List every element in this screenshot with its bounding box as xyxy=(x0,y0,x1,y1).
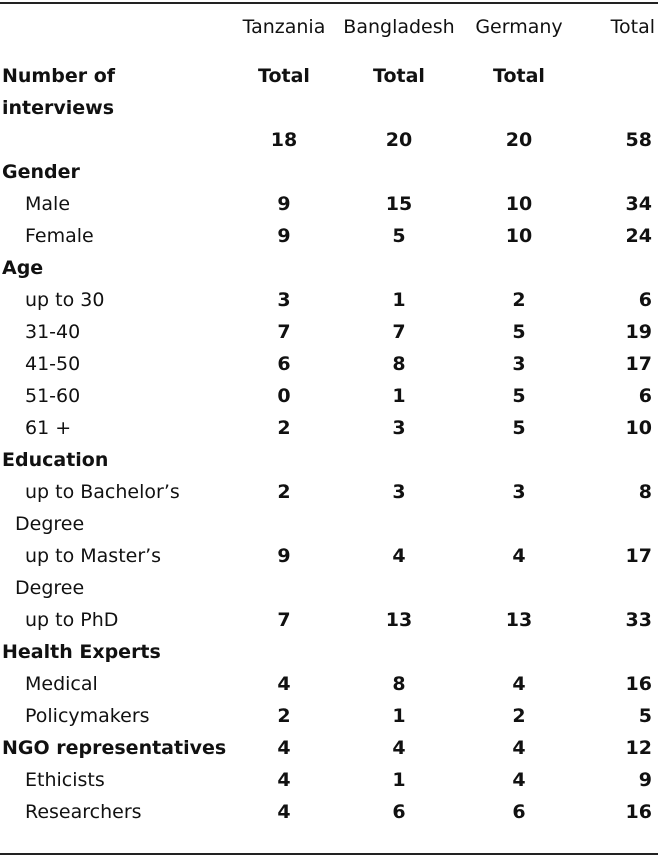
header-row xyxy=(0,6,658,48)
table-row xyxy=(0,220,658,252)
row-label: Female xyxy=(25,225,94,247)
value-cell: 4 xyxy=(392,737,406,759)
value-cell: 5 xyxy=(512,385,526,407)
value-cell: 16 xyxy=(625,801,652,823)
value-cell: 5 xyxy=(512,417,526,439)
value-cell: 58 xyxy=(625,129,652,151)
value-cell: 13 xyxy=(505,609,533,631)
value-cell: 19 xyxy=(625,321,652,343)
value-cell: 4 xyxy=(277,801,291,823)
table-row xyxy=(0,668,658,700)
table-row xyxy=(0,604,658,636)
empty-cell xyxy=(580,48,658,124)
row-label: up to 30 xyxy=(25,289,105,311)
value-cell: 6 xyxy=(277,353,291,375)
value-cell: 16 xyxy=(625,673,652,695)
category-label: Education xyxy=(2,449,109,471)
category-label: Health Experts xyxy=(2,641,161,663)
value-cell: 3 xyxy=(512,353,526,375)
row-label: Ethicists xyxy=(25,769,105,791)
value-cell: 8 xyxy=(392,353,406,375)
category-row xyxy=(0,252,658,284)
value-cell: 6 xyxy=(638,385,652,407)
empty-cell xyxy=(0,124,228,156)
value-cell: 3 xyxy=(277,289,291,311)
row-label: up to Bachelor’s Degree xyxy=(15,481,180,535)
category-row xyxy=(0,156,658,188)
row-label: up to Master’s Degree xyxy=(15,545,162,599)
table-row xyxy=(0,48,658,124)
column-header-blank xyxy=(0,6,228,48)
column-header-bangladesh: Bangladesh xyxy=(343,16,455,38)
category-row xyxy=(0,636,658,668)
subheader-cell: Total xyxy=(258,65,310,87)
value-cell: 8 xyxy=(392,673,406,695)
value-cell: 3 xyxy=(392,417,406,439)
value-cell: 5 xyxy=(638,705,652,727)
value-cell: 18 xyxy=(270,129,298,151)
subheader-cell: Total xyxy=(373,65,425,87)
row-label: Medical xyxy=(25,673,98,695)
value-cell: 6 xyxy=(638,289,652,311)
value-cell: 20 xyxy=(385,129,413,151)
category-row xyxy=(0,444,658,476)
value-cell: 17 xyxy=(625,353,652,375)
value-cell: 1 xyxy=(392,289,406,311)
value-cell: 17 xyxy=(625,545,652,567)
value-cell: 9 xyxy=(277,545,291,567)
table-row xyxy=(0,284,658,316)
value-cell: 24 xyxy=(625,225,652,247)
value-cell: 10 xyxy=(625,417,652,439)
value-cell: 4 xyxy=(392,545,406,567)
value-cell: 33 xyxy=(625,609,652,631)
value-cell: 2 xyxy=(512,705,526,727)
value-cell: 15 xyxy=(385,193,413,215)
value-cell: 4 xyxy=(512,769,526,791)
row-label: 61 + xyxy=(25,417,72,439)
value-cell: 7 xyxy=(277,321,291,343)
column-header-total: Total xyxy=(610,16,655,38)
interviews-table xyxy=(0,6,658,828)
value-cell: 2 xyxy=(277,481,291,503)
top-rule xyxy=(0,2,658,4)
table-row xyxy=(0,796,658,828)
category-label-ngo: NGO representatives xyxy=(2,737,227,759)
row-label: 41-50 xyxy=(25,353,81,375)
table-row xyxy=(0,348,658,380)
row-label: 31-40 xyxy=(25,321,81,343)
value-cell: 6 xyxy=(512,801,526,823)
value-cell: 5 xyxy=(512,321,526,343)
row-label-interviews: Number of interviews xyxy=(2,65,116,119)
value-cell: 9 xyxy=(277,225,291,247)
value-cell: 9 xyxy=(638,769,652,791)
value-cell: 4 xyxy=(512,737,526,759)
value-cell: 12 xyxy=(625,737,652,759)
value-cell: 2 xyxy=(512,289,526,311)
value-cell: 8 xyxy=(638,481,652,503)
value-cell: 9 xyxy=(277,193,291,215)
row-label: Policymakers xyxy=(25,705,150,727)
table-row xyxy=(0,412,658,444)
row-label: Researchers xyxy=(25,801,142,823)
value-cell: 4 xyxy=(277,769,291,791)
column-header-germany: Germany xyxy=(475,16,563,38)
value-cell: 7 xyxy=(277,609,291,631)
value-cell: 20 xyxy=(505,129,533,151)
value-cell: 6 xyxy=(392,801,406,823)
category-label: Gender xyxy=(2,161,80,183)
value-cell: 34 xyxy=(625,193,652,215)
value-cell: 1 xyxy=(392,705,406,727)
value-cell: 4 xyxy=(277,673,291,695)
row-label: up to PhD xyxy=(25,609,119,631)
value-cell: 2 xyxy=(277,705,291,727)
value-cell: 7 xyxy=(392,321,406,343)
value-cell: 3 xyxy=(512,481,526,503)
value-cell: 4 xyxy=(512,545,526,567)
value-cell: 2 xyxy=(277,417,291,439)
column-header-tanzania: Tanzania xyxy=(242,16,326,38)
subheader-cell: Total xyxy=(493,65,545,87)
table-row xyxy=(0,540,658,604)
table-row xyxy=(0,732,658,764)
table-row xyxy=(0,764,658,796)
value-cell: 4 xyxy=(512,673,526,695)
value-cell: 3 xyxy=(392,481,406,503)
category-label: Age xyxy=(2,257,44,279)
table-row xyxy=(0,316,658,348)
value-cell: 0 xyxy=(277,385,291,407)
table-row xyxy=(0,124,658,156)
table-row xyxy=(0,188,658,220)
value-cell: 5 xyxy=(392,225,406,247)
value-cell: 4 xyxy=(277,737,291,759)
value-cell: 10 xyxy=(505,193,533,215)
bottom-rule xyxy=(0,853,658,855)
row-label: Male xyxy=(25,193,71,215)
value-cell: 10 xyxy=(505,225,533,247)
table-row xyxy=(0,700,658,732)
value-cell: 1 xyxy=(392,385,406,407)
table-row xyxy=(0,476,658,540)
table-row xyxy=(0,380,658,412)
value-cell: 1 xyxy=(392,769,406,791)
value-cell: 13 xyxy=(385,609,413,631)
row-label: 51-60 xyxy=(25,385,81,407)
